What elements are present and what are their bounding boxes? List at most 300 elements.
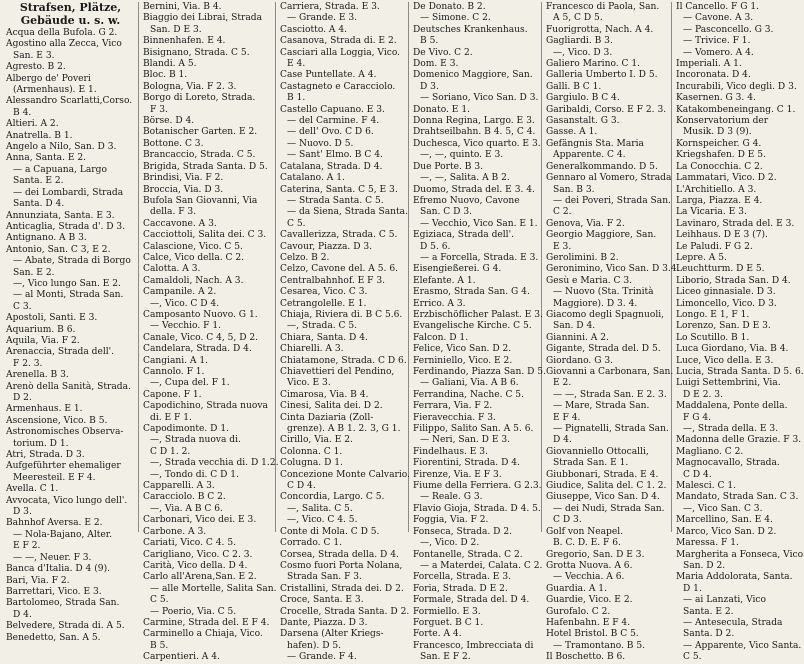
index-column (409, 2, 546, 663)
index-entry: Lo Scutillo. B 1. (676, 332, 750, 343)
index-entry: D 3. (420, 81, 439, 92)
index-entry: B. C. D. E. F 6. (553, 538, 621, 549)
index-entry: D 4. (553, 435, 572, 446)
index-entry: Crocelle, Strada Santa. D 2. (280, 606, 410, 617)
index-entry: Hotel Bristol. B C 5. (546, 629, 639, 640)
index-entry: Botanischer Garten. E 2. (143, 127, 258, 138)
index-entry: Capparelli. A 3. (143, 481, 215, 492)
index-entry: Anatrella. B 1. (6, 130, 73, 141)
column-heading: Strafsen, Plätze, (19, 1, 122, 14)
index-entry: Agresto. B 2. (6, 62, 66, 73)
index-entry: Giuseppe, Vico San. D 4. (546, 492, 660, 503)
index-entry: C 5. (287, 218, 306, 229)
index-entry: — Pasconcello. G 3. (683, 24, 774, 35)
index-entry: Carità, Vico della. D 4. (143, 560, 248, 571)
index-entry: Giovanniello Ottocalli, (546, 446, 649, 457)
index-entry: Carbone. A 3. (143, 526, 207, 537)
index-entry: Brindisi, Via. F 2. (143, 173, 224, 184)
index-entry: Chiara, Santa. D 4. (280, 332, 368, 343)
index-entry: Calce, Vico della. C 2. (143, 252, 245, 263)
index-entry: B 5. (420, 36, 439, 47)
index-entry: Fiorentini, Strada. D 4. (413, 458, 520, 469)
index-entry: Apparente. C 4. (553, 150, 626, 161)
index-entry: — da Siena, Strada Santa. (287, 207, 408, 218)
index-entry: Aufgeführter ehemaliger (6, 461, 121, 472)
index-entry: Falcon. D 1. (413, 332, 469, 343)
index-entry: Imperiali. A 1. (676, 59, 742, 70)
index-entry: Börse. D 4. (143, 116, 195, 127)
index-entry: Cimarosa, Via. B 4. (280, 389, 369, 400)
index-entry: Conte di Mola. C D 5. (280, 526, 380, 537)
index-entry: hafen). D 5. (287, 640, 342, 651)
index-entry: Maria Addolorata, Santa. (676, 572, 793, 583)
index-entry: Giovanni a Carbonara, San. (546, 367, 674, 377)
index-entry: Agostino alla Zecca, Vico (6, 39, 122, 50)
index-entry: —, Vico. C D 4. (150, 298, 220, 309)
index-entry: Case Puntellate. A 4. (280, 70, 377, 81)
index-entry: Galiero Marino. C 1. (546, 59, 641, 70)
index-entry: Georgio Maggiore, San. (546, 230, 657, 241)
index-column (139, 2, 279, 663)
index-entry: Antonio, San. C 3, E 2. (6, 244, 111, 255)
index-entry: Marcellino, San. E 4. (676, 515, 773, 526)
index-entry: Avvocata, Vico lungo dell'. (6, 495, 128, 506)
index-entry: Altieri. A 2. (6, 119, 59, 130)
index-entry: Maressa. F 1. (676, 538, 739, 549)
index-entry: Cinta Daziaria (Zoll- (280, 412, 374, 423)
index-entry: Casciari alla Loggia, Vico. (280, 47, 401, 58)
index-entry: Croce, Santa. E 3. (280, 595, 364, 606)
index-entry: Firenze, Via. E F 3. (413, 469, 502, 480)
index-entry: Leuchtturm. D E 5. (676, 264, 765, 275)
index-column (2, 1, 139, 643)
index-entry: Magnocavallo, Strada. (676, 458, 780, 469)
index-entry: — Grande. E 3. (287, 13, 358, 24)
index-entry: Foggia, Via. F 2. (413, 515, 489, 526)
index-entry: Gesù e Maria. C 3. (546, 275, 633, 286)
index-entry: Carpentieri. A 4. (143, 652, 220, 663)
index-entry: Erasmo, Strada San. G 4. (413, 287, 530, 298)
index-entry: D 1. (683, 583, 702, 594)
index-entry: Malesci. C 1. (676, 481, 736, 492)
index-entry: Gargiulo. B C 4. (546, 93, 620, 104)
index-entry: Anna, Santa. E 2. (6, 153, 87, 164)
index-entry: Bologna, Via. F 2. 3. (143, 81, 237, 92)
index-entry: Dom. E 3. (413, 59, 459, 70)
index-entry: Domenico Maggiore, San. (413, 70, 533, 81)
index-entry: Corrado. C 1. (280, 538, 342, 549)
index-entry: La Vicaria. E 3. (676, 207, 747, 218)
index-entry: Caterina, Santa. C 5, E 3. (280, 184, 398, 195)
index-entry: Garibaldi, Corso. E F 2. 3. (546, 104, 667, 115)
index-entry: San. E 2. (13, 267, 55, 278)
index-entry: —, Vico. D 2. (420, 538, 480, 549)
index-entry: Gregorio, San. D E 3. (546, 549, 645, 560)
index-entry: Centralbahnhof. E F 3. (280, 275, 386, 286)
index-entry: C D 4. (683, 469, 712, 480)
index-entry: D 3. (13, 507, 32, 518)
index-entry: Larga, Piazza. E 4. (676, 195, 763, 206)
index-entry: Cacciottoli, Salita dei. C 3. (143, 230, 267, 241)
index-entry: Cristallini, Strada dei. D 2. (280, 583, 404, 594)
index-entry: Vico. E 3. (287, 378, 331, 389)
index-entry: Ferniniello, Vico. E 2. (413, 355, 513, 366)
index-column (672, 2, 804, 663)
index-entry: Fieravecchia. F 3. (413, 412, 496, 423)
index-entry: Flavio Gioja, Strada. D 4. 5. (413, 503, 541, 514)
index-entry: —, —, quinto. E 3. (420, 150, 504, 161)
index-entry: — Vecchio. F 1. (150, 321, 222, 332)
index-entry: Incoronata. D 4. (676, 70, 751, 81)
index-entry: Formale, Strada del. D 4. (413, 595, 530, 606)
index-entry: C 3. (13, 301, 32, 312)
index-entry: Calascione, Vico. C 5. (143, 241, 243, 252)
index-entry: —, Vico San. C 3. (683, 503, 763, 514)
index-entry: Meeresteil. E F 4. (13, 472, 96, 483)
index-entry: Lavinaro, Strada del. E 3. (676, 218, 795, 229)
index-entry: Gennaro al Vomero, Strada (546, 173, 672, 184)
index-entry: San. C D 3. (420, 207, 472, 218)
index-entry: della. F 3. (150, 207, 197, 218)
index-entry: Cavallerizza, Strada. C 5. (280, 230, 398, 241)
index-entry: — a Forcella, Strada. E 3. (420, 252, 539, 263)
index-entry: Forte. A 4. (413, 629, 462, 640)
index-entry: Gurofalo. C 2. (546, 606, 611, 617)
index-entry: Lucia, Strada Santa. D 5. 6. (676, 367, 804, 377)
index-entry: Annunziata, Santa. E 3. (6, 210, 115, 221)
index-entry: Il Boschetto. B 6. (546, 652, 626, 663)
index-entry: Hafenbahn. E F 4. (546, 617, 631, 628)
index-entry: —, Cupa del. F 1. (150, 378, 230, 389)
index-entry: Katakombeneingang. C 1. (676, 104, 796, 115)
index-entry: Bari, Via. F 2. (6, 575, 70, 586)
index-entry: Brigida, Strada Santa. D 5. (143, 161, 268, 172)
column-heading: Gebäude u. s. w. (20, 14, 121, 27)
index-entry: — Vecchio, Vico San. E 1. (420, 218, 538, 229)
index-entry: Carbonari, Vico dei. E 3. (143, 515, 257, 526)
index-entry: Aquila, Via. F 2. (6, 335, 80, 346)
index-entry: —, Via. A B C 6. (150, 503, 223, 514)
index-entry: Caccavone. A 3. (143, 218, 217, 229)
index-entry: Evangelische Kirche. C 5. (413, 321, 532, 332)
index-entry: C D 4. (287, 481, 316, 492)
index-entry: —, Strada vecchia di. D 1.2. (150, 458, 279, 469)
index-entry: Incurabili, Vico degli. D 3. (676, 81, 797, 92)
index-entry: — Nuovo. D 5. (287, 138, 354, 149)
index-entry: Le Paludi. F G 2. (676, 241, 753, 252)
index-entry: — Apparente, Vico Santa. (683, 640, 802, 651)
index-entry: — —, Neuer. F 3. (13, 552, 92, 563)
index-entry: B 4. (13, 107, 32, 118)
index-entry: Forguet. B C 1. (413, 617, 484, 628)
index-entry: San. B 3. (553, 184, 595, 195)
index-entry: Lammatari, Vico. D 2. (676, 173, 777, 184)
index-entry: Filippo, Salito San. A 5. 6. (413, 424, 534, 435)
index-entry: Santa. D 4. (13, 199, 65, 210)
index-entry: — Vomero. A 4. (683, 47, 754, 58)
index-entry: Capodichino, Strada nuova (143, 401, 268, 412)
index-entry: Ferrandina, Nache. C 5. (413, 389, 524, 400)
index-entry: — Poerio, Via. C 5. (150, 606, 237, 617)
index-entry: D 4. (13, 609, 32, 620)
index-entry: — Antesecula, Strada (683, 617, 783, 628)
index-entry: Cosmo fuori Porta Nolana, (280, 560, 403, 571)
index-entry: — Neri, San. D E 3. (420, 435, 511, 446)
index-entry: Formiello. E 3. (413, 606, 481, 617)
index-entry: Santa. E 2. (683, 606, 734, 617)
index-entry: Lepre. A 5. (676, 252, 727, 263)
index-entry: Capodimonte. D 1. (143, 424, 230, 435)
index-entry: Efremo Nuovo, Cavone (413, 195, 520, 206)
index-entry: Genova, Via. F 2. (546, 218, 625, 229)
index-entry: Carigliano, Vico. C 2. 3. (143, 549, 253, 560)
index-entry: F 2. 3. (13, 358, 43, 369)
index-entry: De Donato. B 2. (413, 2, 486, 12)
index-entry: Ferdinando, Piazza San. D 5. (413, 367, 546, 377)
index-entry: Bartolomeo, Strada San. (6, 598, 120, 609)
index-entry: — Strada Santa. C 5. (287, 195, 384, 206)
index-entry: Arenella. B 3. (6, 370, 69, 381)
index-entry: Duomo, Strada del. E 3. 4. (413, 184, 535, 195)
index-entry: Guardia. A 1. (546, 583, 607, 594)
index-entry: Angelo a Nilo, San. D 3. (6, 142, 117, 153)
index-entry: E 3. (553, 241, 572, 252)
index-entry: — dei Nudi, Strada San. (553, 503, 665, 514)
index-entry: Binnenhafen. E 4. (143, 36, 226, 47)
index-entry: Lorenzo, San. D E 3. (676, 321, 771, 332)
index-entry: Giannini. A 2. (546, 332, 609, 343)
index-entry: Alessandro Scarlatti,Corso. (6, 96, 133, 107)
index-entry: Maggiore). D 3. 4. (553, 298, 638, 309)
index-entry: D 5. 6. (420, 241, 451, 252)
index-entry: —, Salita. C 5. (287, 503, 353, 514)
index-entry: Cannolo. F 1. (143, 367, 205, 377)
index-entry: Kornspeicher. G 4. (676, 138, 762, 149)
index-entry: Cetrangolelle. E 1. (280, 298, 367, 309)
index-entry: Chiatamone, Strada. C D 6. (280, 355, 407, 366)
index-entry: Cinesi, Salita dei. D 2. (280, 401, 383, 412)
index-entry: — Galiani, Via. A B 6. (420, 378, 519, 389)
index-entry: —, Vico. C 4. 5. (287, 515, 358, 526)
index-entry: Errico. A 3. (413, 298, 466, 309)
index-entry: C D 3. (553, 515, 582, 526)
index-entry: Luce, Vico della. E 3. (676, 355, 774, 366)
index-entry: Antignano. A B 3. (6, 233, 87, 244)
index-entry: E 4. (287, 59, 306, 70)
index-entry: Celzo, Cavone del. A 5. 6. (280, 264, 399, 275)
index-entry: Drahtseilbahn. B 4. 5, C 4. (413, 127, 536, 138)
index-entry: Corsea, Strada della. D 4. (280, 549, 399, 560)
index-entry: Erzbischöflicher Palast. E 3. (413, 309, 543, 320)
index-entry: Felice, Vico San. D 2. (413, 344, 512, 355)
index-entry: Giacomo degli Spagnuoli, (546, 309, 665, 320)
index-entry: —, Vico. D 3. (553, 47, 613, 58)
index-entry: (Armenhaus). E 1. (13, 85, 97, 96)
index-entry: Fonseca, Strada. D 2. (413, 526, 513, 537)
index-entry: Elefante. A 1. (413, 275, 476, 286)
index-entry: — a Materdei, Calata. C 2. (420, 560, 543, 571)
index-entry: — Nola-Bajano, Alter. (13, 529, 113, 540)
index-entry: Cavour, Piazza. D 3. (280, 241, 373, 252)
index-entry: Gasanstalt. G 3. (546, 116, 620, 127)
index-column (276, 2, 410, 663)
index-entry: Golf von Neapel. (546, 526, 624, 537)
index-entry: Il Cancello. F G 1. (676, 2, 760, 12)
index-entry: Geronimino, Vico San. D 3.4. (546, 264, 680, 275)
index-entry: Bernini, Via. B 4. (143, 2, 222, 12)
index-entry: Due Porte. B 3. (413, 161, 484, 172)
index-entry: Cariati, Vico. C 4. 5. (143, 538, 236, 549)
index-entry: — Trivice. F 1. (683, 36, 751, 47)
index-entry: — Sant' Elmo. B C 4. (287, 150, 383, 161)
index-entry: San. D 4. (553, 321, 596, 332)
index-entry: Forcella, Strada. E 3. (413, 572, 512, 583)
index-entry: San. E 3. (13, 50, 55, 61)
index-entry: Ferrara, Via. F 2. (413, 401, 493, 412)
index-entry: Kasernen. G 3. 4. (676, 93, 756, 104)
index-entry: — dei Lombardi, Strada (13, 187, 124, 198)
index-entry: Galleria Umberto I. D 5. (546, 70, 658, 81)
index-entry: F 3. (150, 104, 168, 115)
index-entry: Giordano. G 3. (546, 355, 614, 366)
index-entry: Celzo. B 2. (280, 252, 330, 263)
index-entry: Caracciolo. B C 2. (143, 492, 226, 503)
index-entry: Concordia, Largo. C 5. (280, 492, 385, 503)
index-entry: Chiavettieri del Pendino, (280, 367, 395, 377)
index-entry: D E 2. 3. (683, 389, 723, 400)
index-entry: Capone. F 1. (143, 389, 202, 400)
index-entry: B 1. (287, 93, 306, 104)
index-entry: Astronomisches Observa- (6, 427, 124, 438)
index-entry: — Mare, Strada San. (553, 401, 650, 412)
index-entry: Santa. D 2. (683, 629, 735, 640)
index-entry: —, Strada. C 5. (287, 321, 358, 332)
index-entry: Benedetto, San. A 5. (6, 632, 101, 643)
index-entry: Musik. D 3 (9). (683, 127, 752, 138)
index-entry: B 5. (150, 640, 169, 651)
index-entry: C 2. (553, 207, 572, 218)
index-entry: Casciotto. A 4. (280, 24, 348, 35)
index-entry: San. D 2. (683, 560, 726, 571)
index-entry: Calotta. A 3. (143, 264, 201, 275)
index-entry: — Reale. G 3. (420, 492, 483, 503)
index-entry: Dante, Piazza. D 3. (280, 617, 368, 628)
index-entry: Liborio, Strada San. D 4. (676, 275, 791, 286)
index-entry: Atri, Strada. D 3. (6, 450, 85, 461)
index-entry: Catalana, Strada. D 4. (280, 161, 383, 172)
index-entry: Donna Regina, Largo. E 3. (413, 116, 535, 127)
index-entry: Giudice, Salita del. C 1. 2. (546, 481, 667, 492)
index-entry: Liceo ginnasiale. D 3. (676, 287, 776, 298)
index-entry: Gerolimini. B 2. (546, 252, 619, 263)
index-entry: Luca Giordano, Via. B 4. (676, 344, 789, 355)
index-entry: Cesarea, Vico. C 3. (280, 287, 368, 298)
index-entry: C 5. (150, 595, 169, 606)
index-entry: — al Monti, Strada San. (13, 290, 124, 301)
index-entry: E F 4. (553, 412, 581, 423)
index-entry: — alle Mortelle, Salita San. (150, 583, 277, 594)
index-entry: — Cavone. A 3. (683, 13, 754, 24)
index-entry: C D 1. 2. (150, 446, 191, 457)
index-entry: — del Carmine. F 4. (287, 116, 380, 127)
index-entry: Candelara, Strada. D 4. (143, 344, 252, 355)
index-entry: Carmine, Strada del. E F 4. (143, 617, 270, 628)
index-entry: Concezione Monte Calvario. (280, 469, 410, 480)
index-entry: Chiarelli. A 3. (280, 344, 344, 355)
index-entry: Bufola San Giovanni, Via (143, 195, 258, 206)
index-entry: Grotta Nuova. A 6. (546, 560, 633, 571)
index-entry: Acqua della Bufola. G 2. (6, 28, 118, 38)
index-entry: Donato. E 1. (413, 104, 471, 115)
index-entry: Anticaglia, Strada d'. D 3. (6, 221, 126, 232)
index-entry: Margherita a Fonseca, Vico (676, 549, 804, 560)
index-entry: —, —, Salita. A B 2. (420, 173, 510, 184)
index-entry: Camposanto Nuovo. G 1. (143, 309, 258, 320)
index-entry: Armenhaus. E 1. (6, 404, 83, 415)
index-entry: Carriera, Strada. E 3. (280, 2, 380, 12)
index-entry: Fontanelle, Strada. C 2. (413, 549, 523, 560)
index-entry: —, Tondo di. C D 1. (150, 469, 239, 480)
index-entry: Gagliardi. B 3. (546, 36, 613, 47)
index-entry: — dei Poveri, Strada San. (553, 195, 671, 206)
index-entry: Madonna delle Grazie. F 3. (676, 435, 802, 446)
index-entry: Cirillo, Via. E 2. (280, 435, 353, 446)
index-entry: Ascensione, Vico. B 5. (6, 415, 108, 426)
index-entry: San. E F 2. (420, 652, 471, 663)
index-entry: La Conocchia. C 2. (676, 161, 763, 172)
index-entry: — Nuovo (Sta. Trinità (553, 287, 654, 298)
index-entry: E F 2. (13, 541, 41, 552)
index-entry: Deutsches Krankenhaus. (413, 24, 528, 35)
index-entry: Fuorigrotta, Nach. A 4. (546, 24, 654, 35)
index-entry: Banca d'Italia. D 4 (9). (6, 564, 111, 575)
index-entry: Brancaccio, Strada. C 5. (143, 150, 256, 161)
index-entry: Strada San. E 1. (553, 458, 629, 469)
index-entry: Bloc. B 1. (143, 70, 188, 81)
index-entry: Santa. E 2. (13, 176, 64, 187)
index-entry: Marco, Vico San. D 2. (676, 526, 777, 537)
index-entry: — Abate, Strada di Borgo (13, 256, 131, 267)
index-entry: Gasse. A 1. (546, 127, 598, 138)
index-entry: Albergo de' Poveri (6, 73, 91, 84)
index-entry: grenze). A B 1. 2. 3, G 1. (287, 424, 401, 435)
index-entry: Findelhaus. E 3. (413, 446, 488, 457)
index-entry: Aquarium. B 6. (6, 324, 76, 335)
index-entry: — dell' Ovo. C D 6. (287, 127, 374, 138)
index-entry: F G 4. (683, 412, 712, 423)
index-entry: Eisengießerei. G 4. (413, 264, 502, 275)
index-entry: Foria, Strada. D E 2. (413, 583, 508, 594)
index-column (542, 2, 680, 663)
index-entry: — Tramontano. B 5. (553, 640, 646, 651)
index-entry: torium. D 1. (13, 438, 69, 449)
index-entry: Campanile. A 2. (143, 287, 217, 298)
index-entry: Catalano. A 1. (280, 173, 345, 184)
index-entry: Maddalena, Ponte della. (676, 401, 788, 412)
index-entry: Guardie, Vico. E 2. (546, 595, 633, 606)
index-entry: Casanova, Strada di. E 2. (280, 36, 397, 47)
index-entry: — Grande. F 4. (287, 652, 357, 663)
index-entry: C 5. (683, 652, 702, 663)
index-entry: Bisignano, Strada. C 5. (143, 47, 250, 58)
index-entry: Bahnhof Aversa. E 2. (6, 518, 103, 529)
index-entry: Biaggio dei Librai, Strada (143, 13, 263, 24)
index-entry: Konservatorium der (676, 116, 769, 127)
index-entry: — a Capuana, Largo (13, 164, 107, 175)
index-entry: Arenò della Sanità, Strada. (6, 381, 131, 392)
index-entry: di. E F 1. (150, 412, 192, 423)
index-entry: Duchesca, Vico quarto. E 3. (413, 138, 541, 149)
